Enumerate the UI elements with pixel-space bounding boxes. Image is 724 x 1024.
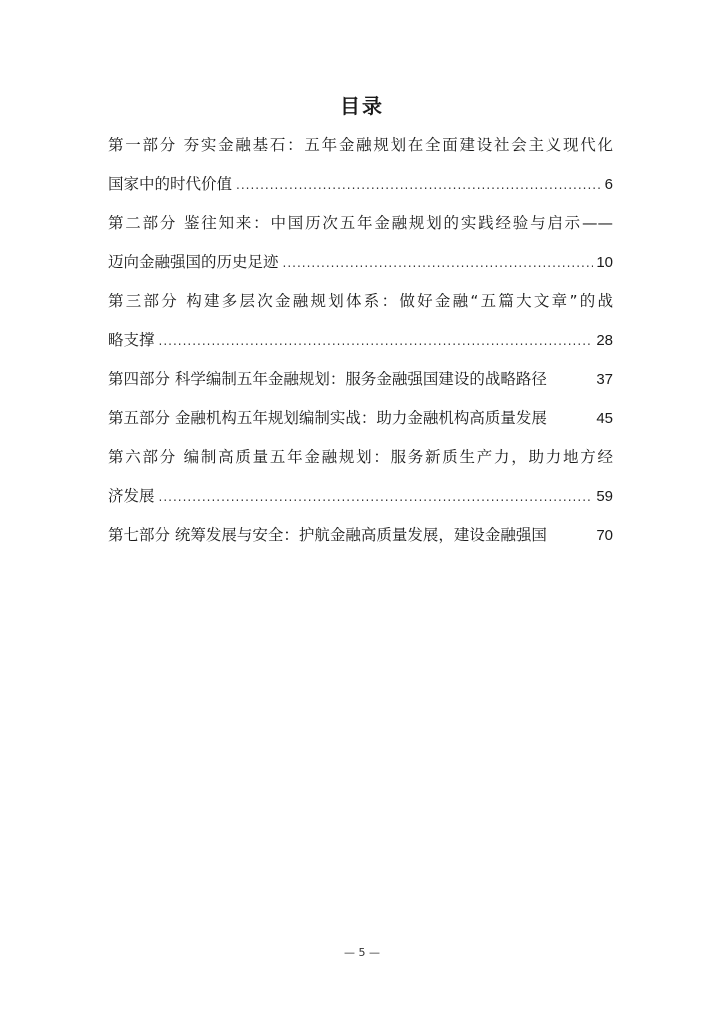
page-footer-number: — 5 — — [344, 946, 380, 959]
dot-leader — [283, 247, 594, 279]
toc-entry-text: 第六部分 编制高质量五年金融规划：服务新质生产力，助力地方经 — [108, 448, 613, 466]
dot-leader — [159, 325, 594, 357]
toc-entry-1-line-1[interactable] — [108, 129, 613, 168]
toc-entry-3-line-1[interactable] — [108, 285, 613, 324]
toc-entry-text: 济发展 — [108, 487, 155, 505]
toc-page-number: 28 — [596, 332, 613, 349]
toc-entry-text: 略支撑 — [108, 331, 155, 349]
toc-entry-6-line-2[interactable] — [108, 480, 613, 519]
toc-entry-text: 国家中的时代价值 — [108, 175, 233, 193]
dot-leader — [236, 169, 602, 201]
toc-entry-text: 第二部分 鉴往知来：中国历次五年金融规划的实践经验与启示—— — [108, 214, 613, 232]
dot-leader — [159, 481, 594, 513]
page-title: 目录 — [340, 94, 384, 118]
toc-entry-2-line-2[interactable] — [108, 246, 613, 285]
toc-entry-5[interactable] — [108, 402, 613, 441]
toc-page-number: 6 — [604, 176, 613, 193]
toc-entry-text: 第四部分 科学编制五年金融规划：服务金融强国建设的战略路径 — [108, 370, 547, 388]
toc-entry-text: 第一部分 夯实金融基石：五年金融规划在全面建设社会主义现代化 — [108, 136, 613, 154]
toc-entry-text: 迈向金融强国的历史足迹 — [108, 253, 279, 271]
toc-entry-text: 第五部分 金融机构五年规划编制实战：助力金融机构高质量发展 — [108, 409, 547, 427]
toc-entry-2-line-1[interactable] — [108, 207, 613, 246]
toc-page-number: 10 — [596, 254, 613, 271]
toc-page-number: 70 — [596, 527, 613, 544]
toc-entry-6-line-1[interactable] — [108, 441, 613, 480]
toc-entry-text: 第七部分 统筹发展与安全：护航金融高质量发展，建设金融强国 — [108, 526, 547, 544]
toc-entry-text: 第三部分 构建多层次金融规划体系：做好金融“五篇大文章”的战 — [108, 292, 613, 310]
toc-entry-7[interactable] — [108, 519, 613, 558]
toc-entry-1-line-2[interactable] — [108, 168, 613, 207]
toc-page-number: 45 — [596, 410, 613, 427]
toc-entry-3-line-2[interactable] — [108, 324, 613, 363]
toc-page-number: 37 — [596, 371, 613, 388]
table-of-contents — [108, 129, 613, 558]
toc-page-number: 59 — [596, 488, 613, 505]
toc-entry-4[interactable] — [108, 363, 613, 402]
